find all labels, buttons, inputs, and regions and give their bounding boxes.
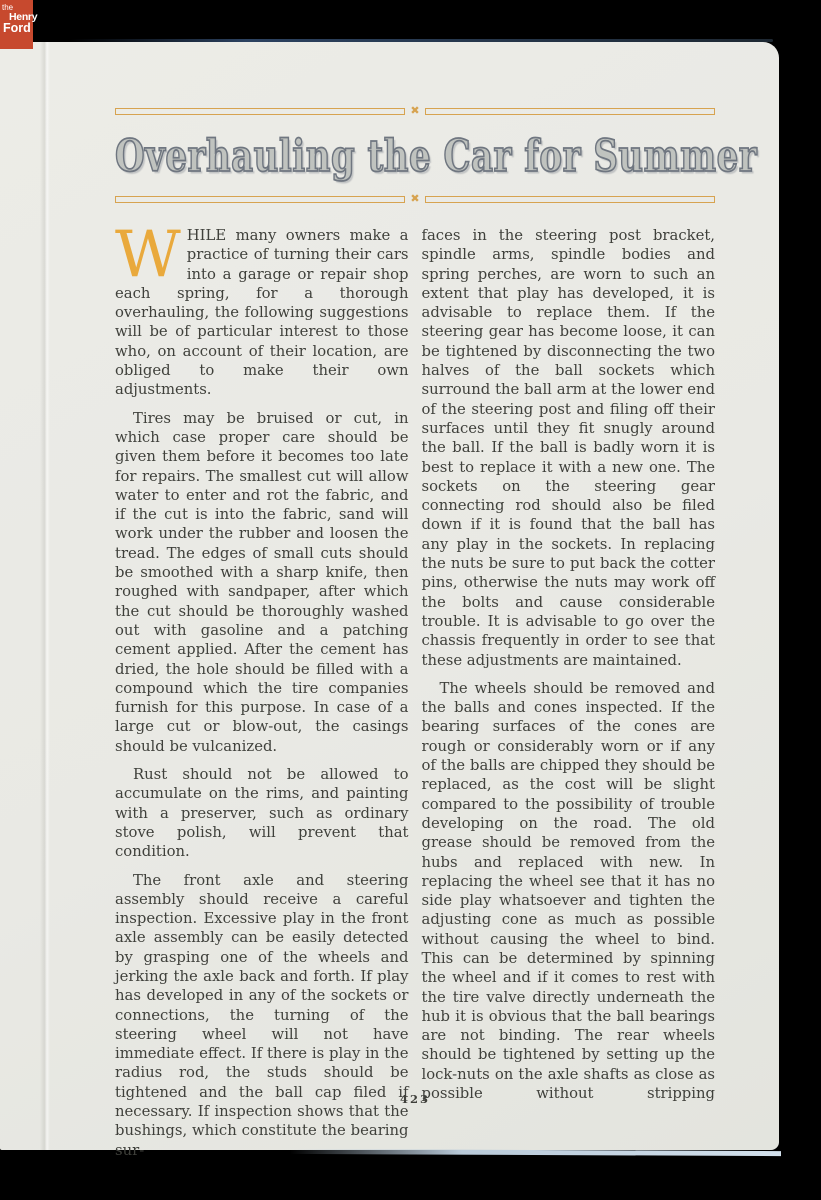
paragraph-rust: Rust should not be allowed to accumulate on the rims, and painting with a preserver, such as ordinary stove polish, will prevent that condition. (115, 766, 409, 861)
logo-word-henry: Henry (9, 11, 38, 23)
cross-ornament-icon: ✖ (410, 104, 420, 117)
paragraph-steering-continued: faces in the steering post bracket, spindle arms, spindle bodies and spring perches, are worn to such an extent that play has developed, it is advisable to replace them. If the steering gear has become loose, it can be tightened by disconnecting the two halves of the ball sockets which surround the ball arm at the lower end of the steering post and filing off their surfaces until they fit snugly around the ball. If the ball is badly worn it is best to replace it with a new one. The sockets on the steering gear connecting rod should also be filed down if it is found that the ball has any play in the sockets. In replacing the nuts be sure to put back the cotter pins, otherwise the nuts may work off the bolts and cause considerable trouble. It is advisable to go over the chassis frequently in order to see that these adjustments are maintained. (421, 227, 715, 669)
column-left (115, 218, 409, 1160)
page-gutter-crease (40, 42, 50, 1150)
paragraph-wheels: The wheels should be removed and the balls and cones inspected. If the bearing surfaces of the cones are rough or considerably worn or if any of the balls are chipped they should be replaced, as the cost will be slight compared to the possibility of trouble developing on the road. The old grease should be removed from the hubs and replaced with new. In replacing the wheel see that it has no side play whatsoever and tighten the adjusting cone as much as possible without causing the wheel to bind. This can be determined by spinning the wheel and if it comes to rest with the tire valve directly underneath the hub it is obvious that the ball bearings are not binding. The rear wheels should be tightened by setting up the lock-nuts on the axle shafts as close as possible without stripping (421, 679, 715, 1103)
drop-cap: W (115, 218, 181, 292)
logo-word-ford: Ford (3, 21, 31, 35)
page-number: 423 (399, 1092, 430, 1106)
column-right (422, 226, 716, 1160)
rule-bar-right (425, 196, 715, 203)
cross-ornament-icon: ✖ (410, 192, 420, 205)
paragraph-opening (115, 218, 409, 400)
article-title (115, 131, 758, 183)
rule-bar-left (115, 196, 405, 203)
paragraph-text: HILE many owners make a practice of turning their cars into a garage or repair shop each spring, for a thorough overhauling, the following suggestions will be of particular interest to those who, on account of their location, are obliged to make their own adjustments. (115, 227, 409, 399)
ornament-rule-bottom (115, 194, 715, 204)
article-title-text: Overhauling the Car for Summer (115, 131, 758, 183)
henry-ford-logo (0, 0, 38, 49)
document-page (0, 42, 779, 1159)
article (115, 42, 758, 1160)
ornament-rule-top (115, 106, 715, 116)
paragraph-tires: Tires may be bruised or cut, in which case proper care should be given them before it becomes too late for repairs. The smallest cut will allow water to enter and rot the fabric, and if the cut is into the fabric, sand will work under the rubber and loosen the tread. The edges of small cuts should be smoothed with a sharp knife, then roughed with sandpaper, after which the cut should be thoroughly washed out with gasoline and a patching cement applied. After the cement has dried, the hole should be filled with a compound which the tire companies furnish for this purpose. In case of a large cut or blow-out, the casings should be vulcanized. (115, 409, 409, 755)
logo-word-the: the (2, 3, 14, 12)
rule-bar-right (425, 108, 715, 115)
rule-bar-left (115, 108, 405, 115)
article-columns (115, 218, 715, 1160)
paragraph-front-axle: The front axle and steering assembly should receive a careful inspection. Excessive play in the front axle assembly can be easily detected by grasping one of the wheels and jerking the axle back and forth. If play has developed in any of the sockets or connections, the turning of the steering wheel will not have immediate effect. If there is play in the radius rod, the studs should be tightened and the ball cap filed if necessary. If inspection shows that the bushings, which constitute the bearing sur- (115, 871, 409, 1159)
